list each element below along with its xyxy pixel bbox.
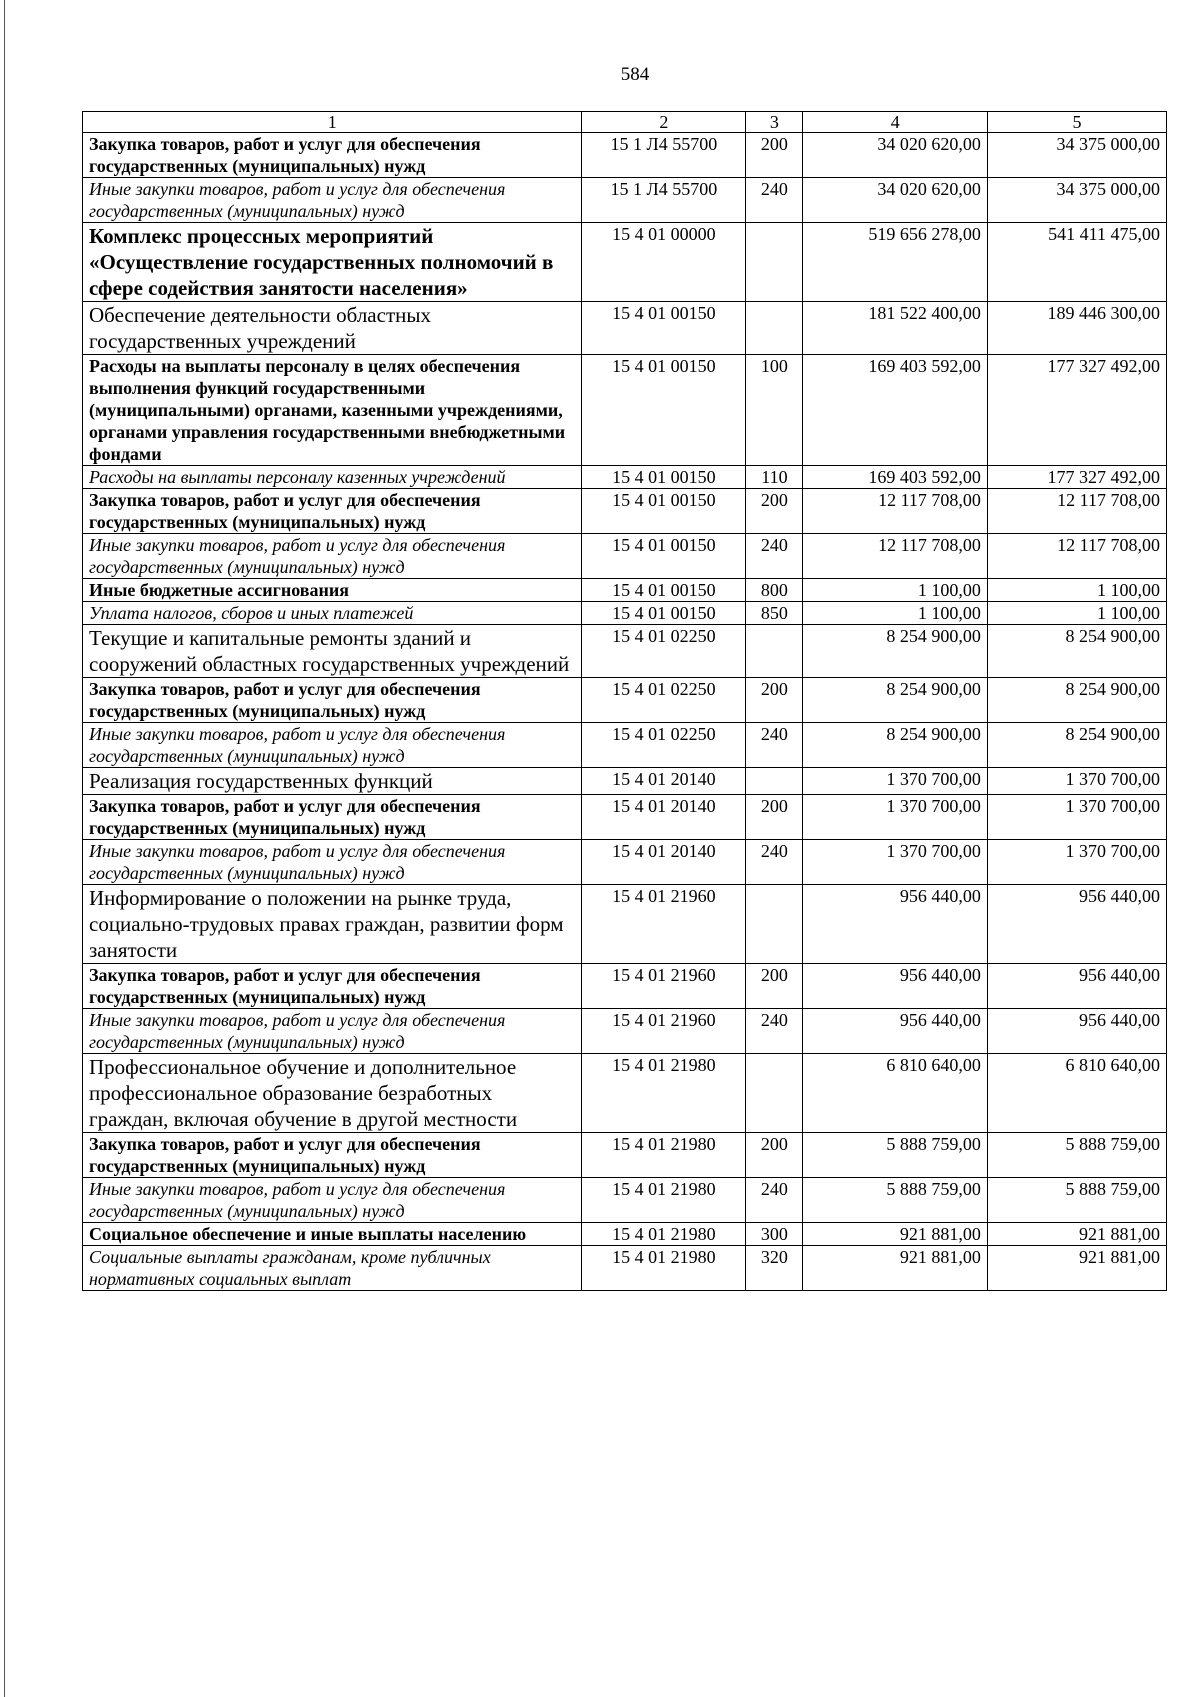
row-amount-2: 12 117 708,00 bbox=[987, 489, 1166, 534]
row-amount-2: 1 370 700,00 bbox=[987, 795, 1166, 840]
row-code: 15 4 01 00150 bbox=[582, 534, 746, 579]
row-name: Иные закупки товаров, работ и услуг для обеспечения государственных (муниципальных) нужд bbox=[83, 1009, 582, 1054]
row-code: 15 4 01 00000 bbox=[582, 223, 746, 302]
row-expense-type bbox=[746, 1054, 803, 1133]
row-expense-type bbox=[746, 768, 803, 795]
row-expense-type: 110 bbox=[746, 466, 803, 489]
table-row bbox=[83, 678, 1167, 723]
row-expense-type: 200 bbox=[746, 964, 803, 1009]
row-amount-1: 6 810 640,00 bbox=[803, 1054, 987, 1133]
table-row bbox=[83, 178, 1167, 223]
row-expense-type: 240 bbox=[746, 178, 803, 223]
row-amount-2: 921 881,00 bbox=[987, 1223, 1166, 1246]
row-expense-type: 240 bbox=[746, 723, 803, 768]
budget-table bbox=[82, 111, 1167, 1291]
row-name: Расходы на выплаты персоналу в целях обеспечения выполнения функций государственными (муниципальными) органами, казенными учреждениями, органами управления государственными внебюджетными фондами bbox=[83, 355, 582, 466]
table-row bbox=[83, 723, 1167, 768]
row-name: Иные закупки товаров, работ и услуг для обеспечения государственных (муниципальных) нужд bbox=[83, 1178, 582, 1223]
row-code: 15 4 01 21980 bbox=[582, 1223, 746, 1246]
table-row bbox=[83, 1223, 1167, 1246]
row-expense-type bbox=[746, 223, 803, 302]
row-code: 15 4 01 00150 bbox=[582, 355, 746, 466]
row-amount-1: 169 403 592,00 bbox=[803, 466, 987, 489]
row-expense-type: 240 bbox=[746, 1009, 803, 1054]
row-name: Социальное обеспечение и иные выплаты населению bbox=[83, 1223, 582, 1246]
row-amount-1: 956 440,00 bbox=[803, 964, 987, 1009]
table-row bbox=[83, 579, 1167, 602]
table-row bbox=[83, 840, 1167, 885]
row-name: Иные закупки товаров, работ и услуг для обеспечения государственных (муниципальных) нужд bbox=[83, 840, 582, 885]
row-code: 15 4 01 21960 bbox=[582, 1009, 746, 1054]
row-amount-2: 34 375 000,00 bbox=[987, 133, 1166, 178]
row-expense-type: 320 bbox=[746, 1246, 803, 1291]
row-amount-2: 956 440,00 bbox=[987, 964, 1166, 1009]
row-code: 15 4 01 00150 bbox=[582, 302, 746, 355]
row-amount-1: 12 117 708,00 bbox=[803, 534, 987, 579]
row-code: 15 1 Л4 55700 bbox=[582, 133, 746, 178]
row-amount-2: 1 370 700,00 bbox=[987, 768, 1166, 795]
row-code: 15 4 01 00150 bbox=[582, 579, 746, 602]
row-code: 15 4 01 21960 bbox=[582, 885, 746, 964]
row-expense-type: 200 bbox=[746, 678, 803, 723]
row-name: Обеспечение деятельности областных государственных учреждений bbox=[83, 302, 582, 355]
row-amount-1: 1 370 700,00 bbox=[803, 795, 987, 840]
row-expense-type: 200 bbox=[746, 795, 803, 840]
column-number: 3 bbox=[746, 112, 803, 133]
row-amount-2: 12 117 708,00 bbox=[987, 534, 1166, 579]
row-amount-2: 8 254 900,00 bbox=[987, 678, 1166, 723]
row-expense-type: 240 bbox=[746, 534, 803, 579]
scan-edge-line bbox=[4, 0, 5, 1697]
row-amount-1: 956 440,00 bbox=[803, 885, 987, 964]
row-code: 15 4 01 00150 bbox=[582, 466, 746, 489]
table-body bbox=[83, 133, 1167, 1291]
row-name: Закупка товаров, работ и услуг для обеспечения государственных (муниципальных) нужд bbox=[83, 795, 582, 840]
row-amount-1: 1 370 700,00 bbox=[803, 840, 987, 885]
row-expense-type bbox=[746, 302, 803, 355]
row-amount-2: 177 327 492,00 bbox=[987, 355, 1166, 466]
row-amount-1: 921 881,00 bbox=[803, 1246, 987, 1291]
row-name: Закупка товаров, работ и услуг для обеспечения государственных (муниципальных) нужд bbox=[83, 489, 582, 534]
row-name: Иные закупки товаров, работ и услуг для обеспечения государственных (муниципальных) нужд bbox=[83, 534, 582, 579]
row-name: Реализация государственных функций bbox=[83, 768, 582, 795]
row-name: Иные закупки товаров, работ и услуг для обеспечения государственных (муниципальных) нужд bbox=[83, 723, 582, 768]
table-row bbox=[83, 1133, 1167, 1178]
row-amount-2: 541 411 475,00 bbox=[987, 223, 1166, 302]
row-amount-1: 181 522 400,00 bbox=[803, 302, 987, 355]
table-row bbox=[83, 602, 1167, 625]
row-amount-2: 34 375 000,00 bbox=[987, 178, 1166, 223]
row-amount-2: 956 440,00 bbox=[987, 1009, 1166, 1054]
row-amount-1: 8 254 900,00 bbox=[803, 723, 987, 768]
row-amount-1: 34 020 620,00 bbox=[803, 178, 987, 223]
column-number: 4 bbox=[803, 112, 987, 133]
row-name: Комплекс процессных мероприятий «Осуществление государственных полномочий в сфере содействия занятости населения» bbox=[83, 223, 582, 302]
row-amount-2: 1 100,00 bbox=[987, 579, 1166, 602]
table-row bbox=[83, 964, 1167, 1009]
row-amount-2: 177 327 492,00 bbox=[987, 466, 1166, 489]
row-expense-type: 200 bbox=[746, 1133, 803, 1178]
row-name: Иные бюджетные ассигнования bbox=[83, 579, 582, 602]
row-name: Иные закупки товаров, работ и услуг для обеспечения государственных (муниципальных) нужд bbox=[83, 178, 582, 223]
row-name: Закупка товаров, работ и услуг для обеспечения государственных (муниципальных) нужд bbox=[83, 678, 582, 723]
row-expense-type: 200 bbox=[746, 133, 803, 178]
row-amount-2: 5 888 759,00 bbox=[987, 1178, 1166, 1223]
column-number: 1 bbox=[83, 112, 582, 133]
table-row bbox=[83, 1178, 1167, 1223]
row-code: 15 1 Л4 55700 bbox=[582, 178, 746, 223]
row-amount-2: 921 881,00 bbox=[987, 1246, 1166, 1291]
table-row bbox=[83, 795, 1167, 840]
row-code: 15 4 01 02250 bbox=[582, 625, 746, 678]
row-amount-1: 5 888 759,00 bbox=[803, 1133, 987, 1178]
row-name: Закупка товаров, работ и услуг для обеспечения государственных (муниципальных) нужд bbox=[83, 1133, 582, 1178]
row-code: 15 4 01 20140 bbox=[582, 768, 746, 795]
table-row bbox=[83, 302, 1167, 355]
row-code: 15 4 01 20140 bbox=[582, 840, 746, 885]
row-amount-1: 1 370 700,00 bbox=[803, 768, 987, 795]
row-amount-1: 1 100,00 bbox=[803, 579, 987, 602]
row-expense-type: 240 bbox=[746, 1178, 803, 1223]
row-code: 15 4 01 20140 bbox=[582, 795, 746, 840]
table-row bbox=[83, 885, 1167, 964]
row-amount-1: 34 020 620,00 bbox=[803, 133, 987, 178]
row-expense-type bbox=[746, 885, 803, 964]
row-amount-2: 8 254 900,00 bbox=[987, 723, 1166, 768]
row-expense-type: 850 bbox=[746, 602, 803, 625]
table-row bbox=[83, 1009, 1167, 1054]
row-code: 15 4 01 02250 bbox=[582, 678, 746, 723]
column-number: 2 bbox=[582, 112, 746, 133]
table-row bbox=[83, 1246, 1167, 1291]
row-amount-2: 6 810 640,00 bbox=[987, 1054, 1166, 1133]
row-amount-2: 8 254 900,00 bbox=[987, 625, 1166, 678]
row-amount-1: 921 881,00 bbox=[803, 1223, 987, 1246]
row-expense-type bbox=[746, 625, 803, 678]
row-name: Закупка товаров, работ и услуг для обеспечения государственных (муниципальных) нужд bbox=[83, 964, 582, 1009]
row-amount-1: 519 656 278,00 bbox=[803, 223, 987, 302]
row-code: 15 4 01 21960 bbox=[582, 964, 746, 1009]
row-amount-1: 12 117 708,00 bbox=[803, 489, 987, 534]
row-name: Информирование о положении на рынке труда, социально-трудовых правах граждан, развитии форм занятости bbox=[83, 885, 582, 964]
row-code: 15 4 01 21980 bbox=[582, 1246, 746, 1291]
row-amount-2: 189 446 300,00 bbox=[987, 302, 1166, 355]
row-name: Профессиональное обучение и дополнительное профессиональное образование безработных граждан, включая обучение в другой местности bbox=[83, 1054, 582, 1133]
row-name: Закупка товаров, работ и услуг для обеспечения государственных (муниципальных) нужд bbox=[83, 133, 582, 178]
row-name: Уплата налогов, сборов и иных платежей bbox=[83, 602, 582, 625]
row-expense-type: 300 bbox=[746, 1223, 803, 1246]
table-row bbox=[83, 466, 1167, 489]
row-amount-1: 8 254 900,00 bbox=[803, 678, 987, 723]
row-name: Расходы на выплаты персоналу казенных учреждений bbox=[83, 466, 582, 489]
row-amount-1: 8 254 900,00 bbox=[803, 625, 987, 678]
row-code: 15 4 01 21980 bbox=[582, 1133, 746, 1178]
row-name: Социальные выплаты гражданам, кроме публичных нормативных социальных выплат bbox=[83, 1246, 582, 1291]
row-code: 15 4 01 00150 bbox=[582, 489, 746, 534]
row-expense-type: 800 bbox=[746, 579, 803, 602]
table-row bbox=[83, 534, 1167, 579]
row-code: 15 4 01 02250 bbox=[582, 723, 746, 768]
row-code: 15 4 01 21980 bbox=[582, 1054, 746, 1133]
row-amount-1: 5 888 759,00 bbox=[803, 1178, 987, 1223]
column-number: 5 bbox=[987, 112, 1166, 133]
row-expense-type: 100 bbox=[746, 355, 803, 466]
row-name: Текущие и капитальные ремонты зданий и сооружений областных государственных учреждений bbox=[83, 625, 582, 678]
row-expense-type: 200 bbox=[746, 489, 803, 534]
row-code: 15 4 01 00150 bbox=[582, 602, 746, 625]
row-expense-type: 240 bbox=[746, 840, 803, 885]
table-row bbox=[83, 625, 1167, 678]
row-amount-2: 956 440,00 bbox=[987, 885, 1166, 964]
table-row bbox=[83, 133, 1167, 178]
table-row bbox=[83, 223, 1167, 302]
row-code: 15 4 01 21980 bbox=[582, 1178, 746, 1223]
table-row bbox=[83, 768, 1167, 795]
table-row bbox=[83, 1054, 1167, 1133]
row-amount-1: 169 403 592,00 bbox=[803, 355, 987, 466]
row-amount-2: 1 100,00 bbox=[987, 602, 1166, 625]
column-number-row bbox=[83, 112, 1167, 133]
table-row bbox=[83, 489, 1167, 534]
page-number: 584 bbox=[620, 64, 650, 85]
table-row bbox=[83, 355, 1167, 466]
row-amount-2: 5 888 759,00 bbox=[987, 1133, 1166, 1178]
row-amount-1: 1 100,00 bbox=[803, 602, 987, 625]
row-amount-2: 1 370 700,00 bbox=[987, 840, 1166, 885]
row-amount-1: 956 440,00 bbox=[803, 1009, 987, 1054]
